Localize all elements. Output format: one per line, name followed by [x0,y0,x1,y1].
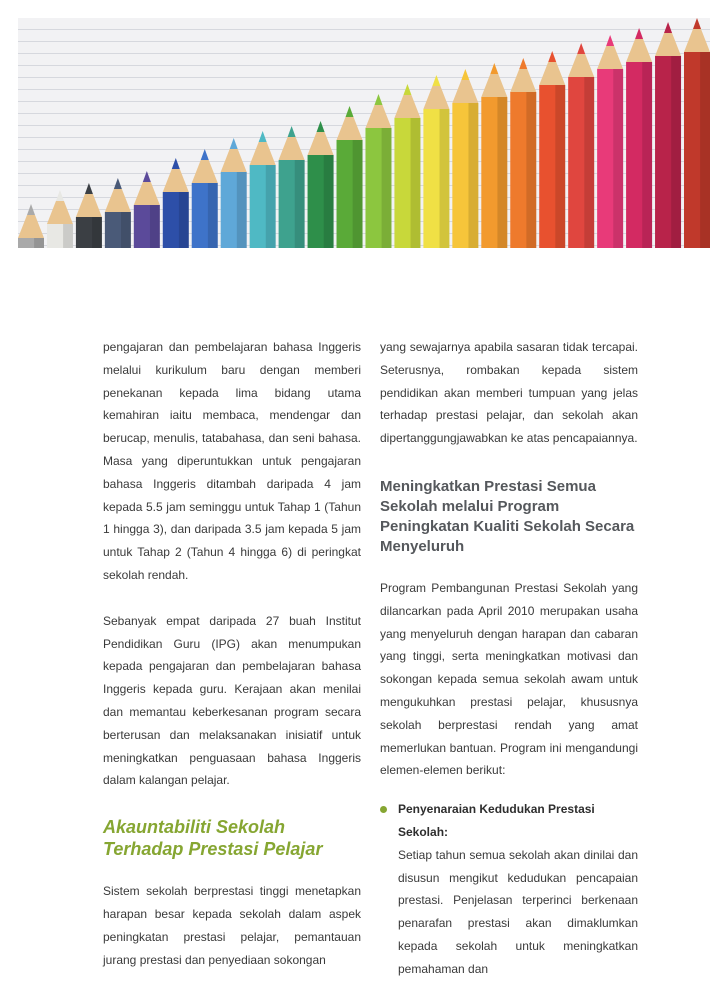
heading-line: Sekolah melalui Program [380,497,560,515]
right-column [380,336,638,981]
section-heading-akauntabiliti [103,816,361,860]
pencil-shade [555,85,565,248]
left-paragraph-3: Sistem sekolah berprestasi tinggi menetapkan harapan besar kepada sekolah dalam aspek peningkatan prestasi pelajar, pemantauan jurang prestasi dan penyediaan sokongan [103,884,361,967]
pencil-shade [121,212,131,248]
pencil-shade [468,103,478,248]
pencil-shade [411,118,421,248]
left-column [103,336,361,971]
right-paragraph-1: yang sewajarnya apabila sasaran tidak tercapai. Seterusnya, rombakan kepada sistem pendidikan akan memberi tumpuan yang jelas terhadap prestasi pelajar, dan sekolah akan dipertanggungjawabkan ke atas pencapaiannya. [380,340,638,446]
pencil-shade [63,224,73,248]
left-paragraph-2: Sebanyak empat daripada 27 buah Institut Pendidikan Guru (IPG) akan menumpukan kepada pengajaran dan pembelajaran bahasa Inggeris kepada guru. Kerajaan akan menilai dan memantau keberkesanan program secara berterusan dan melaksanakan inisiatif untuk meningkatkan penguasaan bahasa Inggeris dalam kalangan pelajar. [103,613,361,788]
pencil-shade [526,92,536,248]
heading-line: Peningkatan Kualiti Sekolah Secara [380,517,635,535]
pencil-shade [179,192,189,248]
pencil-shade [700,52,710,248]
heading-line: Meningkatkan Prestasi Semua [380,477,596,495]
pencil-shade [266,165,276,248]
pencil-shade [34,238,44,248]
left-paragraph-1: pengajaran dan pembelajaran bahasa Inggeris melalui kurikulum baru dengan memberi penekanan kepada lima bidang utama kemahiran iaitu membaca, mendengar dan berucap, menulis, tatabahasa, dan seni bahasa. Masa yang diperuntukkan untuk pengajaran bahasa Inggeris ditambah daripada 4 jam kepada 5.5 jam seminggu untuk Tahap 1 (Tahun 1 hingga 3), dan daripada 3.5 jam kepada 5 jam untuk Tahap 2 (Tahun 4 hingga 6) di peringkat sekolah rendah. [103,340,361,582]
heading-line: Akauntabiliti Sekolah [103,817,286,838]
heading-line: Terhadap Prestasi Pelajar [103,839,323,860]
bullet-dot-icon [380,806,387,813]
pencil-shade [382,128,392,248]
heading-line: Menyeluruh [380,537,465,555]
bullet-text: Setiap tahun semua sekolah akan dinilai dan disusun mengikut kedudukan pencapaian prestasi. Penjelasan terperinci berkenaan penarafan prestasi akan dimaklumkan kepada sekolah untuk meningkatkan pemahaman dan [398,847,638,976]
pencil-shade [353,140,363,248]
pencil-shade [237,172,247,248]
element-list [380,798,638,980]
pencil-shade [92,217,102,248]
pencil-shade [497,97,507,248]
hero-pencils-image [18,18,710,248]
pencil-shade [642,62,652,248]
pencil-shade [208,183,218,248]
section-heading-meningkatkan [380,477,638,557]
right-paragraph-2: Program Pembangunan Prestasi Sekolah yang dilancarkan pada April 2010 merupakan usaha yang menyeluruh dengan harapan dan cabaran yang tinggi, serta meningkatkan motivasi dan sokongan kepada semua sekolah awam untuk mengukuhkan prestasi pelajar, khususnya sekolah berprestasi rendah yang amat memerlukan bantuan. Program ini mengandungi elemen-elemen berikut: [380,580,638,778]
list-item [380,798,638,980]
pencil-shade [150,205,160,248]
pencil-shade [584,77,594,248]
pencil-shade [295,160,305,248]
pencil-shade [324,155,334,248]
pencil-shade [440,109,450,248]
pencil-shade [671,56,681,248]
bullet-title: Penyenaraian Kedudukan Prestasi Sekolah: [398,802,595,839]
pencil-shade [613,69,623,248]
